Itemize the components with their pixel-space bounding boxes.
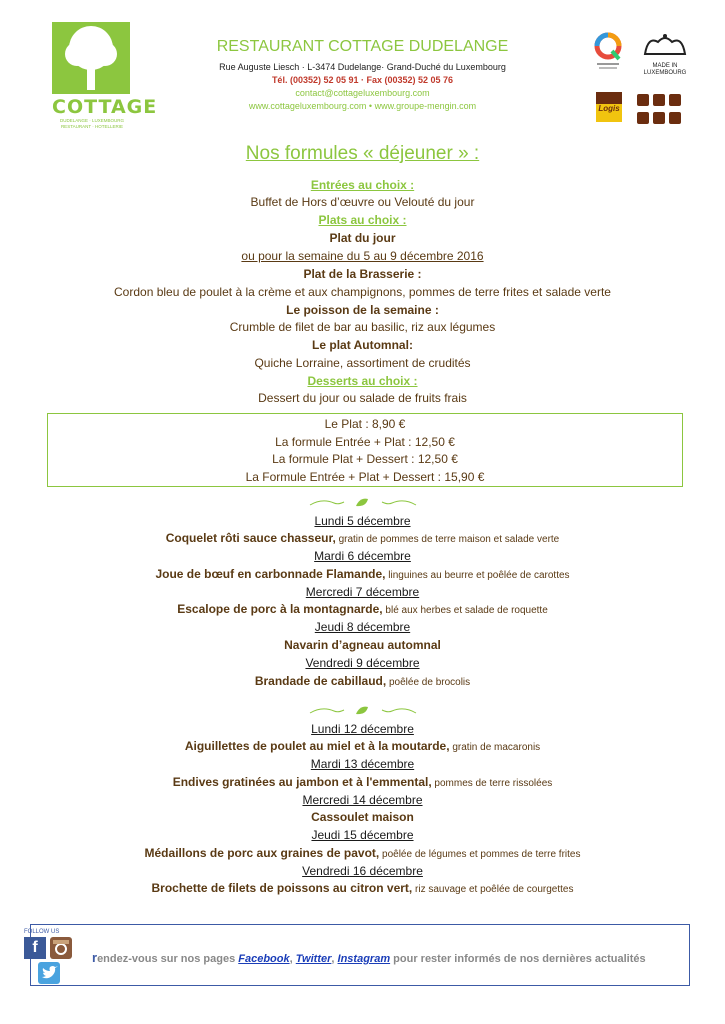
dish-line xyxy=(0,773,725,793)
address: Rue Auguste Liesch · L-3474 Dudelange· Grand-Duché du Luxembourg xyxy=(219,62,506,72)
dish-line xyxy=(0,844,725,864)
email-link[interactable]: contact@cottageluxembourg.com xyxy=(295,88,430,98)
dish-line xyxy=(0,737,725,757)
phone: Tél. (00352) 52 05 91 · Fax (00352) 52 05 76 xyxy=(271,75,454,85)
day-label: Jeudi 15 décembre xyxy=(311,828,414,842)
entrees-heading: Entrées au choix : xyxy=(310,178,415,192)
brasserie-heading: Plat de la Brasserie : xyxy=(303,267,422,281)
footer-sep: , xyxy=(289,953,296,965)
dish-name: Aiguillettes de poulet au miel et à la moutarde, xyxy=(184,739,450,753)
day-label: Lundi 5 décembre xyxy=(314,514,411,528)
instagram-link[interactable]: Instagram xyxy=(337,953,391,965)
price-line: Le Plat : 8,90 € xyxy=(324,417,406,431)
dish-line xyxy=(0,600,725,620)
dish-line xyxy=(0,636,725,656)
dish-side: gratin de macaronis xyxy=(449,742,541,753)
day-label: Vendredi 9 décembre xyxy=(305,656,420,670)
automnal-text: Quiche Lorraine, assortiment de crudités xyxy=(254,356,471,370)
dish-line xyxy=(0,879,725,899)
day-label: Jeudi 8 décembre xyxy=(314,620,411,634)
facebook-link[interactable]: Facebook xyxy=(238,953,290,965)
instagram-icon[interactable] xyxy=(50,937,72,959)
plat-du-jour-note: ou pour la semaine du 5 au 9 décembre 2016 xyxy=(241,249,484,263)
twitter-icon[interactable] xyxy=(38,962,60,984)
day-label: Vendredi 16 décembre xyxy=(302,864,423,878)
dish-name: Escalope de porc à la montagnarde, xyxy=(177,602,383,616)
dish-name: Brandade de cabillaud, xyxy=(254,674,387,688)
day-label: Mercredi 7 décembre xyxy=(305,585,420,599)
dish-name: Médaillons de porc aux graines de pavot, xyxy=(144,846,380,860)
quality-q-icon xyxy=(593,32,623,72)
footer-sep: , xyxy=(331,953,338,965)
facebook-icon[interactable]: f xyxy=(24,937,46,959)
brasserie-text: Cordon bleu de poulet à la crème et aux champignons, pommes de terre frites et salade verte xyxy=(114,285,611,299)
dish-name: Coquelet rôti sauce chasseur, xyxy=(165,531,336,545)
restaurant-name: RESTAURANT COTTAGE DUDELANGE xyxy=(216,38,509,55)
day-label: Mardi 6 décembre xyxy=(314,549,411,563)
dish-name: Navarin d’agneau automnal xyxy=(284,638,441,652)
made-in-luxembourg-icon xyxy=(640,32,690,74)
dish-name: Cassoulet maison xyxy=(311,810,414,824)
dish-line xyxy=(0,808,725,828)
price-line: La Formule Entrée + Plat + Dessert : 15,90 € xyxy=(245,469,485,484)
dish-name: Endives gratinées au jambon et à l'emmental, xyxy=(172,775,432,789)
dish-side: linguines au beurre et poêlée de carottes xyxy=(385,570,570,581)
plat-du-jour: Plat du jour xyxy=(329,231,396,245)
dish-line xyxy=(0,565,725,585)
dish-line xyxy=(0,672,725,692)
dish-line xyxy=(0,529,725,549)
footer-text-start: endez-vous sur nos pages xyxy=(97,953,239,965)
dish-side: poêlée de légumes et pommes de terre frites xyxy=(379,849,581,860)
entrees-text: Buffet de Hors d’œuvre ou Velouté du jour xyxy=(250,195,475,209)
logo-subtitle: DUDELANGE · LUXEMBOURG RESTAURANT · HOTELLERIE xyxy=(59,118,124,129)
footer-text: rendez-vous sur nos pages Facebook, Twitter, Instagram pour rester informés de nos dernières actualités xyxy=(92,950,646,965)
price-line: La formule Entrée + Plat : 12,50 € xyxy=(275,434,455,449)
automnal-heading: Le plat Automnal: xyxy=(312,338,413,352)
price-box xyxy=(47,413,683,487)
leaf-ornament-icon xyxy=(0,704,725,721)
twitter-link[interactable]: Twitter xyxy=(295,953,332,965)
day-label: Mercredi 14 décembre xyxy=(302,793,423,807)
plats-heading: Plats au choix : xyxy=(318,213,407,227)
dish-side: blé aux herbes et salade de roquette xyxy=(382,605,548,616)
menu-title: Nos formules « déjeuner » : xyxy=(245,143,480,164)
made-in-label: MADE IN LUXEMBOURG xyxy=(643,63,687,76)
follow-us-label: FOLLOW US xyxy=(24,929,60,935)
desserts-text: Dessert du jour ou salade de fruits frais xyxy=(258,391,467,405)
dish-side: poêlée de brocolis xyxy=(386,677,471,688)
logis-rating-icons xyxy=(637,94,681,126)
website-links[interactable]: www.cottageluxembourg.com • www.groupe-mengin.com xyxy=(248,101,477,111)
price-line: La formule Plat + Dessert : 12,50 € xyxy=(272,452,458,466)
poisson-text: Crumble de filet de bar au basilic, riz aux légumes xyxy=(229,320,496,334)
logo-word: COTTAGE xyxy=(52,96,158,118)
dish-side: gratin de pommes de terre maison et salade verte xyxy=(335,534,560,545)
poisson-heading: Le poisson de la semaine : xyxy=(286,303,439,317)
logis-label: Logis xyxy=(598,104,620,113)
leaf-ornament-icon xyxy=(0,496,725,513)
footer-text-end: pour rester informés de nos dernières actualités xyxy=(390,953,646,965)
logis-badge xyxy=(596,92,622,122)
dish-name: Joue de bœuf en carbonnade Flamande, xyxy=(155,567,386,581)
dish-name: Brochette de filets de poissons au citron vert, xyxy=(151,881,413,895)
desserts-heading: Desserts au choix : xyxy=(307,374,418,388)
day-label: Mardi 13 décembre xyxy=(310,757,415,771)
dish-side: pommes de terre rissolées xyxy=(431,778,553,789)
day-label: Lundi 12 décembre xyxy=(311,722,414,736)
dish-side: riz sauvage et poêlée de courgettes xyxy=(412,884,574,895)
